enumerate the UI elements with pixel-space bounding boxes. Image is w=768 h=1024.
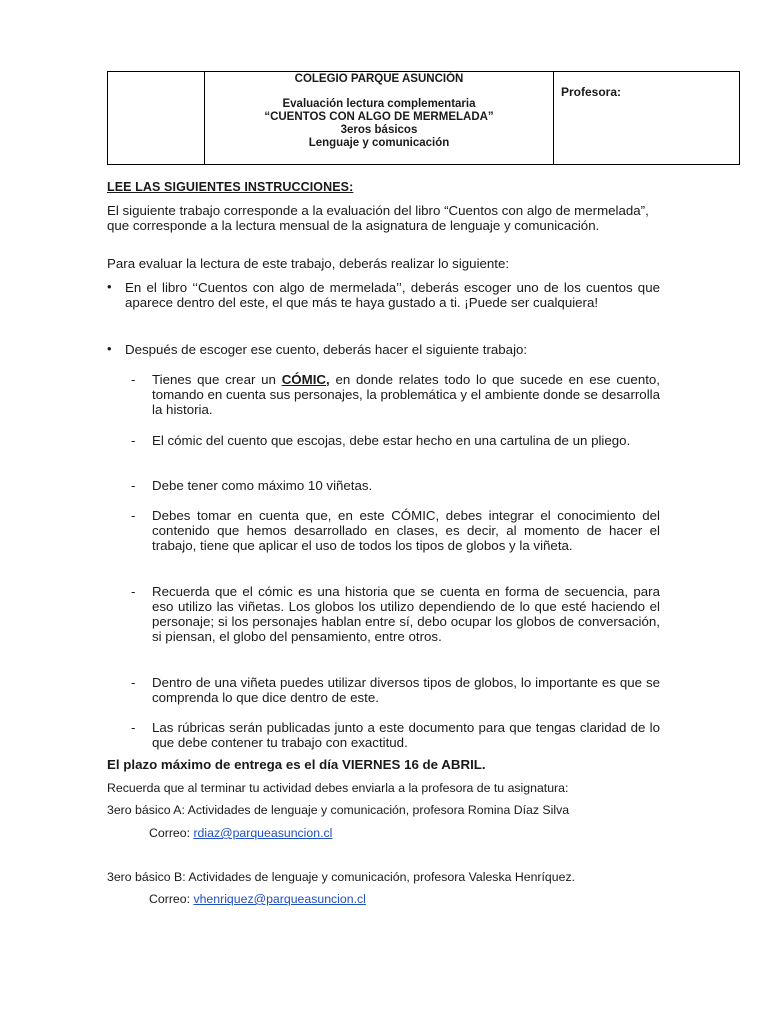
bullet-marker: • — [107, 341, 112, 356]
email-a-link[interactable]: rdiaz@parqueasuncion.cl — [193, 826, 333, 840]
dash-marker: - — [131, 372, 136, 387]
email-label: Correo: — [149, 892, 191, 906]
dash-marker: - — [131, 720, 136, 735]
dash-marker: - — [131, 433, 136, 448]
reminder-text: Recuerda que al terminar tu actividad debes enviarla a la profesora de tu asignatura: — [107, 781, 569, 795]
email-b-row — [149, 892, 366, 906]
subject-name: Lenguaje y comunicación — [308, 137, 450, 149]
header-table — [107, 71, 740, 165]
teacher-label: Profesora: — [561, 85, 622, 99]
dash-marker: - — [131, 675, 136, 690]
task-rubrics: Las rúbricas serán publicadas junto a este documento para que tengas claridad de lo que debe contener tu trabajo con exactitud. — [152, 720, 660, 750]
class-a-info: 3ero básico A: Actividades de lenguaje y comunicación, profesora Romina Díaz Silva — [107, 803, 570, 817]
school-name: COLEGIO PARQUE ASUNCIÓN — [294, 73, 464, 85]
evaluate-paragraph: Para evaluar la lectura de este trabajo, deberás realizar lo siguiente: — [107, 256, 510, 271]
comic-emphasis: CÓMIC, — [281, 372, 330, 387]
dash-marker: - — [131, 478, 136, 493]
book-title: “CUENTOS CON ALGO DE MERMELADA” — [264, 111, 494, 123]
task-sequence: Recuerda que el cómic es una historia que se cuenta en forma de secuencia, para eso utilizo las viñetas. Los globos los utilizo dependiendo de lo que esté haciendo el personaje; si los personajes hablan entre sí, debo ocupar los globos de conversación, si piensan, el globo del pensamiento, entre otros. — [152, 584, 660, 644]
task-balloons: Dentro de una viñeta puedes utilizar diversos tipos de globos, lo importante es que se comprenda lo que dice dentro de este. — [152, 675, 660, 705]
task-integrate-knowledge: Debes tomar en cuenta que, en este CÓMIC, debes integrar el conocimiento del contenido que hemos desarrollado en clases, es decir, al momento de hacer el trabajo, tiene que aplicar el uso de todos los tipos de globos y la viñeta. — [152, 508, 660, 553]
task-max-panels: Debe tener como máximo 10 viñetas. — [152, 478, 373, 493]
email-b-link[interactable]: vhenriquez@parqueasuncion.cl — [193, 892, 366, 906]
evaluation-title: Evaluación lectura complementaria — [282, 98, 476, 110]
teacher-cell — [554, 72, 740, 165]
deadline-notice: El plazo máximo de entrega es el día VIERNES 16 de ABRIL. — [107, 757, 486, 772]
bullet-do-work: Después de escoger ese cuento, deberás hacer el siguiente trabajo: — [125, 342, 528, 357]
intro-paragraph: El siguiente trabajo corresponde a la evaluación del libro “Cuentos con algo de mermelada”, que corresponde a la lectura mensual de la asignatura de lenguaje y comunicación. — [107, 203, 649, 233]
dash-marker: - — [131, 584, 136, 599]
bullet-marker: • — [107, 279, 112, 294]
task-create-comic: Tienes que crear un CÓMIC, en donde relates todo lo que sucede en ese cuento, tomando en cuenta sus personajes, la problemática y el ambiente donde se desarrolla la historia. — [152, 372, 660, 417]
dash-marker: - — [131, 508, 136, 523]
task-cardboard: El cómic del cuento que escojas, debe estar hecho en una cartulina de un pliego. — [152, 433, 631, 448]
instructions-title: LEE LAS SIGUIENTES INSTRUCCIONES: — [107, 180, 354, 194]
class-b-info: 3ero básico B: Actividades de lenguaje y comunicación, profesora Valeska Henríquez. — [107, 870, 576, 884]
bullet-choose-story: En el libro ‘‘Cuentos con algo de mermelada’’, deberás escoger uno de los cuentos que aparece dentro del este, el que más te haya gustado a ti. ¡Puede ser cualquiera! — [125, 280, 660, 310]
email-label: Correo: — [149, 826, 191, 840]
header-title-cell — [205, 72, 554, 165]
email-a-row — [149, 826, 332, 840]
grade-level: 3eros básicos — [340, 124, 418, 136]
header-logo-cell — [108, 72, 205, 165]
